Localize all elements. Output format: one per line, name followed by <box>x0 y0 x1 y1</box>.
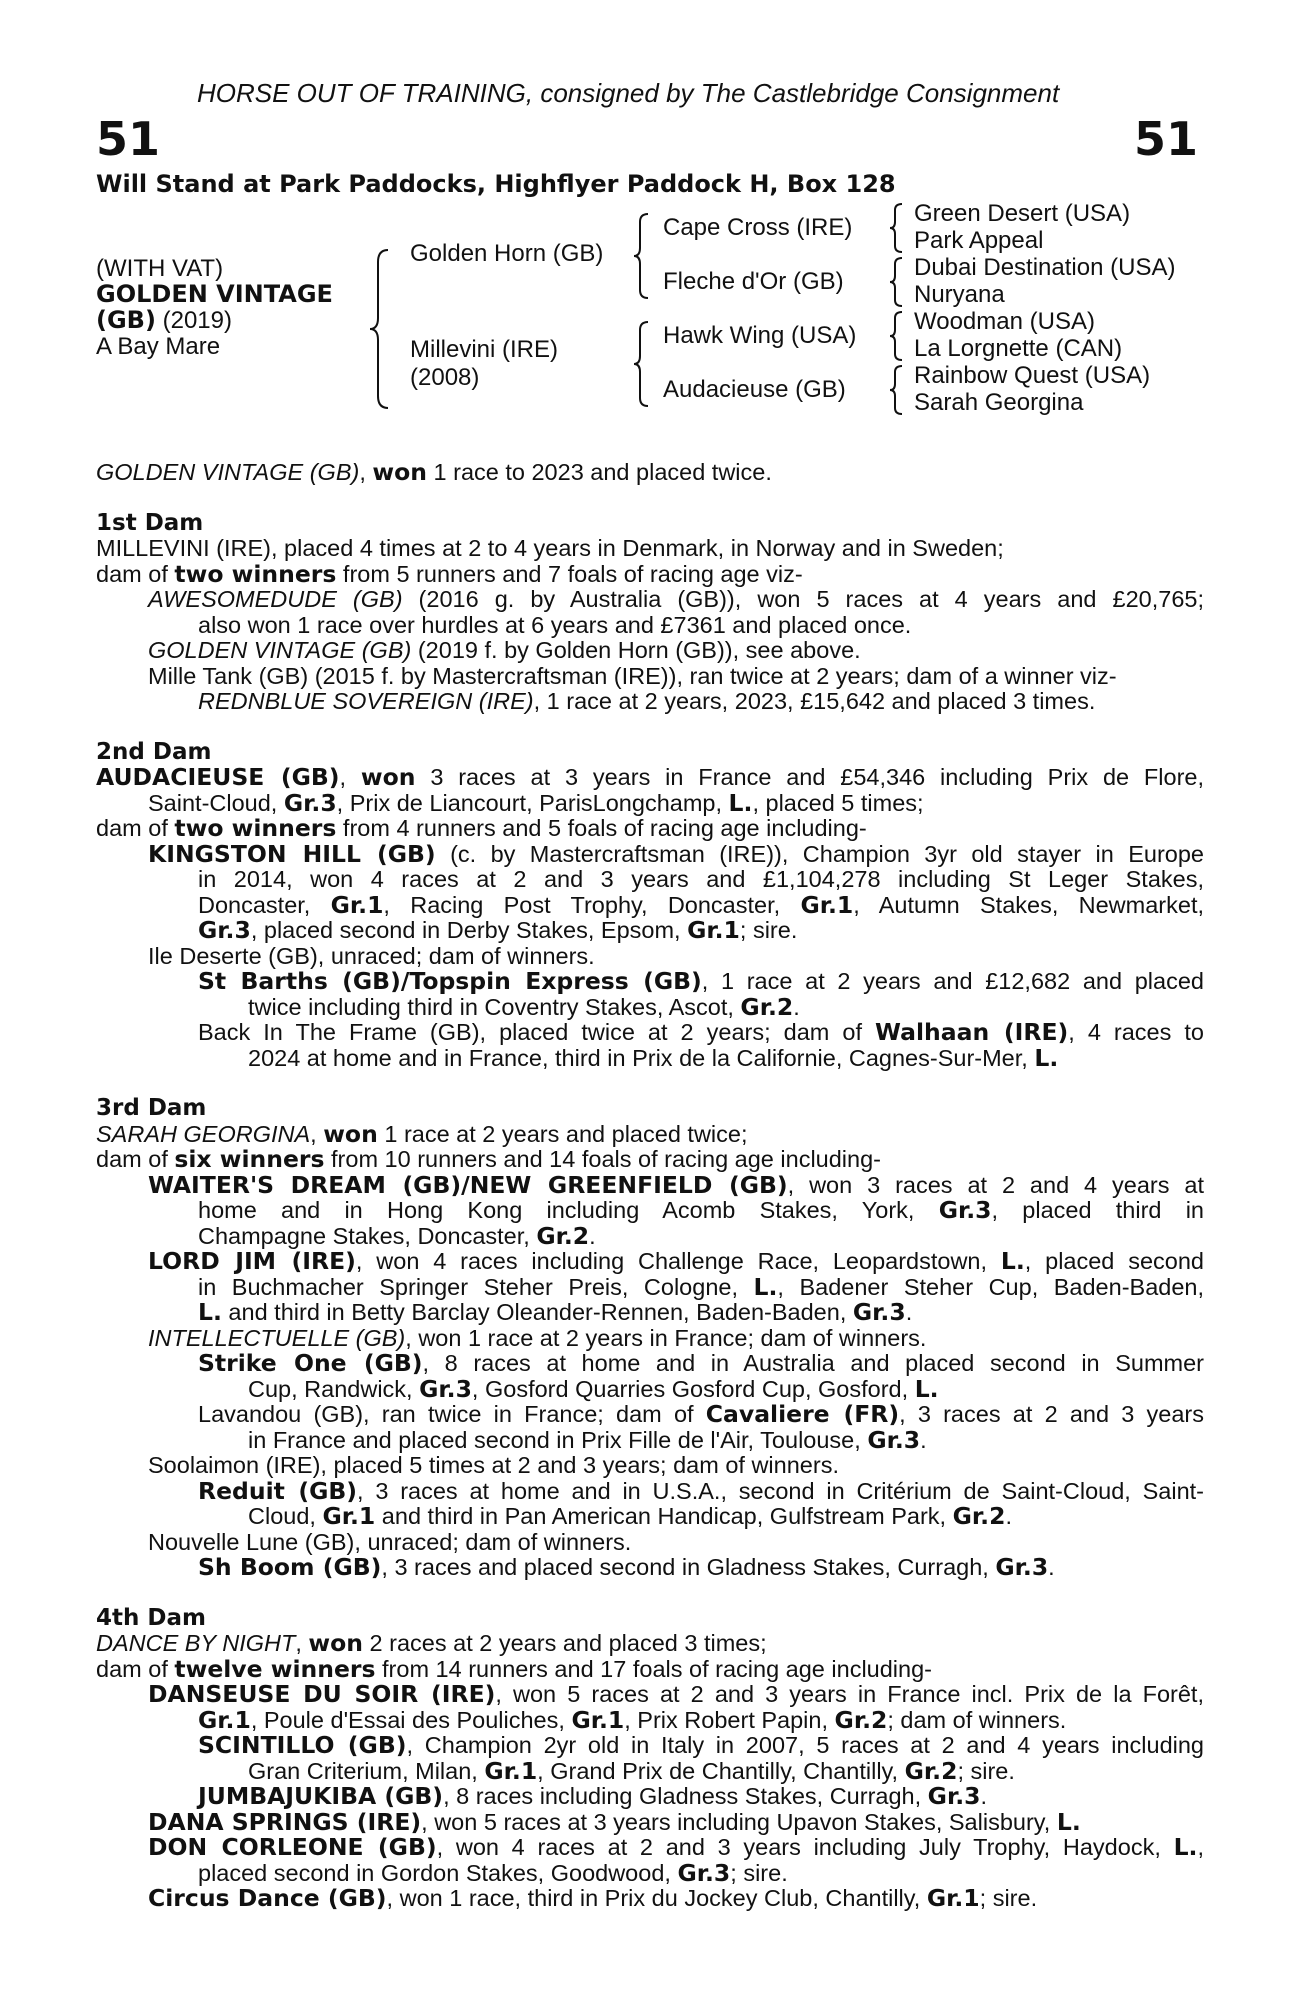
t: LORD JIM (IRE) <box>148 1247 356 1275</box>
brace-g1 <box>888 202 906 254</box>
t: . <box>589 1222 596 1249</box>
t: Gr.3 <box>419 1374 472 1403</box>
t: from 4 runners and 5 foals of racing age including- <box>336 815 867 841</box>
t: INTELLECTUELLE (GB) <box>148 1324 406 1351</box>
t: , won 5 races at 2 and 3 years in France incl. Prix de la Forêt, <box>495 1681 1204 1707</box>
t: won <box>323 1119 378 1148</box>
t: from 14 runners and 17 foals of racing age including- <box>375 1655 932 1682</box>
t: Gr.1 <box>926 1884 980 1912</box>
t: dam of <box>96 1146 175 1172</box>
t: 2024 at home and in France, third in Prix de la Californie, Cagnes-Sur-Mer, <box>248 1044 1035 1071</box>
t: Saint-Cloud, <box>148 789 284 816</box>
t: St Barths (GB)/Topspin Express (GB) <box>198 967 702 995</box>
third-dam-line <box>96 1272 1204 1301</box>
t: two winners <box>174 814 337 842</box>
t: , placed 5 times; <box>752 789 924 816</box>
t: , 3 races and placed second in Gladness Stakes, Curragh, <box>381 1554 996 1580</box>
lot-number-right: 51 <box>1133 112 1198 166</box>
t: Reduit (GB) <box>198 1476 358 1505</box>
t: L. <box>914 1374 939 1403</box>
third-dam-line <box>96 1198 1204 1224</box>
t: Circus Dance (GB) <box>148 1884 387 1912</box>
t: (2016 g. by Australia (GB)), won 5 races at 4 years and £20,765; <box>402 586 1204 612</box>
t: Gr.2 <box>536 1221 590 1250</box>
first-dam-line <box>96 638 1204 664</box>
t: Gr.3 <box>198 916 251 944</box>
stand-location: Will Stand at Park Paddocks, Highflyer Paddock H, Box 128 <box>96 170 896 198</box>
t: (2019 f. by Golden Horn (GB)), see above. <box>411 637 861 663</box>
third-dam-line <box>96 1555 1204 1581</box>
brace-g3 <box>888 310 906 362</box>
second-dam-section <box>96 740 1204 1072</box>
t: Gr.1 <box>484 1756 538 1785</box>
third-dam-line <box>96 1374 1204 1403</box>
t: Back In The Frame (GB), placed twice at 2 years; dam of <box>198 1019 876 1045</box>
fourth-dam-line <box>96 1756 1204 1785</box>
t: , Autumn Stakes, Newmarket, <box>853 891 1205 918</box>
t: , Poule d'Essai des Pouliches, <box>250 1706 572 1733</box>
fourth-dam-line <box>96 1682 1204 1708</box>
summary-horse: GOLDEN VINTAGE (GB) <box>96 459 360 485</box>
third-dam-heading: 3rd Dam <box>96 1095 207 1121</box>
second-dam-line <box>96 1020 1204 1046</box>
fourth-dam-line <box>96 1784 1204 1810</box>
t: in France and placed second in Prix Fille de l'Air, Toulouse, <box>248 1426 868 1453</box>
t: , placed third in <box>991 1197 1204 1223</box>
t: 2 races at 2 years and placed 3 times; <box>363 1630 767 1656</box>
t: Gr.1 <box>571 1705 625 1734</box>
t: , Racing Post Trophy, Doncaster, <box>383 891 801 918</box>
t: , Badener Steher Cup, Baden-Baden, <box>777 1273 1204 1300</box>
t: , Prix Robert Papin, <box>624 1706 835 1733</box>
third-dam-line <box>96 1425 1204 1454</box>
t: and third in Betty Barclay Oleander-Rennen, Baden-Baden, <box>221 1299 853 1325</box>
t: ; sire. <box>739 917 798 943</box>
t: Gr.2 <box>904 1756 958 1785</box>
t: placed second in Gordon Stakes, Goodwood, <box>198 1859 678 1886</box>
brace-g4 <box>888 364 906 416</box>
dam-dam: Audacieuse (GB) <box>663 376 846 403</box>
grandparent-5: Woodman (USA) <box>914 308 1095 335</box>
fourth-dam-line <box>96 1733 1204 1759</box>
t: from 5 runners and 7 foals of racing age viz- <box>336 560 803 587</box>
t: , <box>339 764 361 790</box>
t: , won 4 races at 2 and 3 years including July Trophy, Haydock, <box>436 1834 1174 1860</box>
t: , won 1 race at 2 years in France; dam of winners. <box>405 1324 927 1351</box>
t: home and in Hong Kong including Acomb Stakes, York, <box>198 1197 939 1223</box>
brace-main <box>368 248 392 410</box>
grandparent-4: Nuryana <box>914 281 1005 308</box>
t: , 4 races to <box>1068 1019 1205 1045</box>
t: , placed second in Derby Stakes, Epsom, <box>250 917 688 943</box>
summary-rest: 1 race to 2023 and placed twice. <box>426 459 772 485</box>
second-dam-line <box>96 788 1204 817</box>
t: Gr.1 <box>198 1705 251 1734</box>
first-dam-line: also won 1 race over hurdles at 6 years and £7361 and placed once. <box>198 611 912 638</box>
t: Doncaster, <box>198 891 331 918</box>
t: WAITER'S DREAM (GB)/NEW GREENFIELD (GB) <box>148 1170 788 1199</box>
grandparent-7: Rainbow Quest (USA) <box>914 362 1151 389</box>
t: GOLDEN VINTAGE (GB) <box>148 637 412 663</box>
t: Gr.2 <box>952 1502 1006 1530</box>
t: . <box>920 1426 927 1453</box>
consignment-header: HORSE OUT OF TRAINING, consigned by The Castlebridge Consignment <box>197 78 1060 108</box>
t: AUDACIEUSE (GB) <box>96 763 340 791</box>
t: , 3 races at home and in U.S.A., second in Critérium de Saint-Cloud, Saint- <box>357 1477 1204 1504</box>
t: twelve winners <box>174 1654 376 1683</box>
t: , Champion 2yr old in Italy in 2007, 5 races at 2 and 4 years including <box>406 1732 1205 1758</box>
sire: Golden Horn (GB) <box>410 240 604 267</box>
second-dam-line <box>96 890 1205 919</box>
t: , won 5 races at 3 years including Upavon Stakes, Salisbury, <box>421 1808 1057 1835</box>
grandparent-2: Park Appeal <box>914 227 1044 254</box>
second-dam-line: Ile Deserte (GB), unraced; dam of winners. <box>148 942 595 969</box>
brace-g2 <box>888 256 906 308</box>
t: in Buchmacher Springer Steher Preis, Cologne, <box>198 1273 754 1300</box>
grandparent-8: Sarah Georgina <box>914 389 1084 416</box>
sire-sire: Cape Cross (IRE) <box>663 214 853 241</box>
second-dam-line <box>96 1043 1204 1072</box>
second-dam-line <box>96 969 1204 995</box>
race-summary <box>96 460 1204 486</box>
vat-note: (WITH VAT) <box>96 255 224 282</box>
lot-number-left: 51 <box>96 112 161 166</box>
t: , <box>295 1630 309 1656</box>
t: dam of <box>96 815 175 841</box>
t: Lavandou (GB), ran twice in France; dam of <box>198 1401 706 1427</box>
t: dam of <box>96 560 175 587</box>
brace-sire <box>632 212 652 300</box>
grandparent-3: Dubai Destination (USA) <box>914 254 1176 281</box>
t: Gr.1 <box>800 890 854 919</box>
t: 1 race at 2 years and placed twice; <box>377 1120 748 1147</box>
t: Cavaliere (FR) <box>705 1400 900 1428</box>
third-dam-line <box>96 1300 1204 1326</box>
t: Cloud, <box>248 1503 323 1529</box>
third-dam-section <box>96 1096 1204 1581</box>
t: Champagne Stakes, Doncaster, <box>198 1222 537 1249</box>
t: Strike One (GB) <box>198 1349 423 1377</box>
t: L. <box>1034 1043 1059 1072</box>
third-dam-line <box>96 1221 1204 1250</box>
grandparent-6: La Lorgnette (CAN) <box>914 335 1123 362</box>
first-dam-heading: 1st Dam <box>96 509 204 536</box>
t: ; sire. <box>957 1757 1015 1784</box>
summary-won: won <box>372 458 427 486</box>
fourth-dam-line <box>96 1654 1204 1683</box>
t: . <box>1005 1503 1012 1529</box>
second-dam-heading: 2nd Dam <box>96 738 212 765</box>
fourth-dam-line <box>96 1858 1204 1887</box>
t: L. <box>1056 1807 1081 1836</box>
t: SARAH GEORGINA <box>96 1120 311 1147</box>
t: DANSEUSE DU SOIR (IRE) <box>148 1680 496 1708</box>
t: , won 3 races at 2 and 4 years at <box>787 1171 1204 1198</box>
t: won <box>360 763 416 791</box>
first-dam-section <box>96 511 1204 715</box>
t: Gr.2 <box>740 992 794 1021</box>
t: ; sire. <box>730 1859 788 1886</box>
third-dam-line <box>96 1249 1204 1275</box>
t: Gr.3 <box>867 1425 921 1454</box>
t: two winners <box>174 559 337 588</box>
t: ; sire. <box>979 1885 1038 1911</box>
t: , Gosford Quarries Gosford Cup, Gosford, <box>471 1375 915 1402</box>
t: , 1 race at 2 years and £12,682 and placed <box>701 968 1204 994</box>
t: Gr.3 <box>677 1858 731 1887</box>
fourth-dam-line <box>96 1886 1204 1912</box>
t: , 1 race at 2 years, 2023, £15,642 and placed 3 times. <box>533 688 1096 714</box>
dam-year: (2008) <box>410 364 480 391</box>
horse-name: GOLDEN VINTAGE <box>96 280 333 308</box>
t: , <box>310 1120 324 1147</box>
t: Gr.3 <box>995 1553 1049 1581</box>
t: KINGSTON HILL (GB) <box>148 839 436 868</box>
sire-dam: Fleche d'Or (GB) <box>663 268 844 295</box>
t: Gran Criterium, Milan, <box>248 1757 485 1784</box>
t: Gr.3 <box>283 788 337 817</box>
t: L. <box>198 1298 222 1326</box>
t: , 3 races at 2 and 3 years <box>899 1401 1204 1427</box>
fourth-dam-section <box>96 1606 1204 1912</box>
t: , placed second <box>1024 1248 1204 1274</box>
t: (c. by Mastercraftsman (IRE)), Champion 3yr old stayer in Europe <box>435 840 1204 867</box>
t: dam of <box>96 1655 175 1682</box>
t: , Prix de Liancourt, ParisLongchamp, <box>336 789 729 816</box>
t: SCINTILLO (GB) <box>198 1731 407 1759</box>
second-dam-line <box>96 918 1204 944</box>
t: from 10 runners and 14 foals of racing age including- <box>324 1146 881 1172</box>
second-dam-line: in 2014, won 4 races at 2 and 3 years and £1,104,278 including St Leger Stakes, <box>198 866 1204 892</box>
third-dam-line <box>96 1476 1204 1505</box>
t: Gr.1 <box>322 1502 376 1530</box>
first-dam-line <box>96 587 1204 613</box>
second-dam-line <box>96 765 1204 791</box>
third-dam-line <box>96 1351 1204 1377</box>
fourth-dam-line <box>96 1631 1204 1657</box>
t: won <box>308 1629 364 1657</box>
third-dam-line <box>96 1147 1204 1173</box>
t: L. <box>1000 1247 1025 1275</box>
grandparent-1: Green Desert (USA) <box>914 200 1131 227</box>
third-dam-line <box>96 1402 1204 1428</box>
fourth-dam-line <box>96 1835 1204 1861</box>
t: ; dam of winners. <box>887 1706 1067 1733</box>
t: Gr.3 <box>927 1782 981 1810</box>
t: , Grand Prix de Chantilly, Chantilly, <box>537 1757 905 1784</box>
t: L. <box>1173 1833 1198 1861</box>
t: L. <box>753 1272 778 1301</box>
first-dam-line: Mille Tank (GB) (2015 f. by Mastercraftsman (IRE)), ran twice at 2 years; dam of a winner viz- <box>148 662 1117 689</box>
t: six winners <box>174 1145 325 1173</box>
t: JUMBAJUKIBA (GB) <box>198 1782 444 1810</box>
t: DANCE BY NIGHT <box>96 1630 296 1656</box>
t: . <box>980 1783 988 1809</box>
t: REDNBLUE SOVEREIGN (IRE) <box>198 688 534 714</box>
t: Walhaan (IRE) <box>875 1018 1069 1046</box>
brace-dam <box>632 320 652 408</box>
horse-country: (GB) <box>96 306 156 334</box>
t: , 8 races including Gladness Stakes, Curragh, <box>443 1783 928 1809</box>
t: . <box>905 1299 913 1325</box>
t: 3 races at 3 years in France and £54,346 including Prix de Flore, <box>415 764 1204 790</box>
t: DANA SPRINGS (IRE) <box>148 1807 422 1836</box>
fourth-dam-line <box>96 1705 1204 1734</box>
t: and third in Pan American Handicap, Gulfstream Park, <box>375 1503 953 1529</box>
first-dam-line: MILLEVINI (IRE), placed 4 times at 2 to 4 years in Denmark, in Norway and in Sweden; <box>96 535 1004 561</box>
dam: Millevini (IRE) <box>410 336 559 363</box>
t: . <box>1048 1554 1055 1580</box>
t: DON CORLEONE (GB) <box>148 1833 437 1861</box>
horse-year: (2019) <box>155 307 232 334</box>
t: AWESOMEDUDE (GB) <box>148 586 403 612</box>
first-dam-line <box>96 559 1204 588</box>
first-dam-line <box>96 689 1204 715</box>
second-dam-line <box>96 816 1204 842</box>
catalogue-body <box>96 460 1204 1912</box>
t: Gr.1 <box>687 916 740 944</box>
t: . <box>793 993 800 1020</box>
t: , won 1 race, third in Prix du Jockey Club, Chantilly, <box>386 1885 927 1911</box>
t: Sh Boom (GB) <box>198 1553 382 1581</box>
fourth-dam-line <box>96 1807 1204 1836</box>
third-dam-line <box>96 1170 1204 1199</box>
t: Gr.3 <box>938 1196 992 1224</box>
t: , 8 races at home and in Australia and placed second in Summer <box>422 1350 1204 1376</box>
third-dam-line: Soolaimon (IRE), placed 5 times at 2 and 3 years; dam of winners. <box>148 1452 839 1478</box>
third-dam-line <box>96 1504 1204 1530</box>
second-dam-line <box>96 839 1204 868</box>
third-dam-line <box>96 1326 1204 1352</box>
t: , <box>1197 1834 1204 1860</box>
horse-description: A Bay Mare <box>96 333 221 360</box>
t: L. <box>728 788 753 817</box>
dam-sire: Hawk Wing (USA) <box>663 322 857 349</box>
fourth-dam-heading: 4th Dam <box>96 1604 206 1631</box>
summary-sep: , <box>359 459 373 485</box>
t: , won 4 races including Challenge Race, Leopardstown, <box>355 1248 1001 1274</box>
t: twice including third in Coventry Stakes, Ascot, <box>248 993 741 1020</box>
t: Cup, Randwick, <box>248 1375 420 1402</box>
t: Gr.1 <box>330 890 384 919</box>
third-dam-line <box>96 1119 1204 1148</box>
t: Gr.2 <box>834 1705 888 1734</box>
third-dam-line: Nouvelle Lune (GB), unraced; dam of winners. <box>148 1528 632 1555</box>
horse-country-year <box>96 308 232 333</box>
t: Gr.3 <box>852 1298 906 1326</box>
second-dam-line <box>96 992 1204 1021</box>
